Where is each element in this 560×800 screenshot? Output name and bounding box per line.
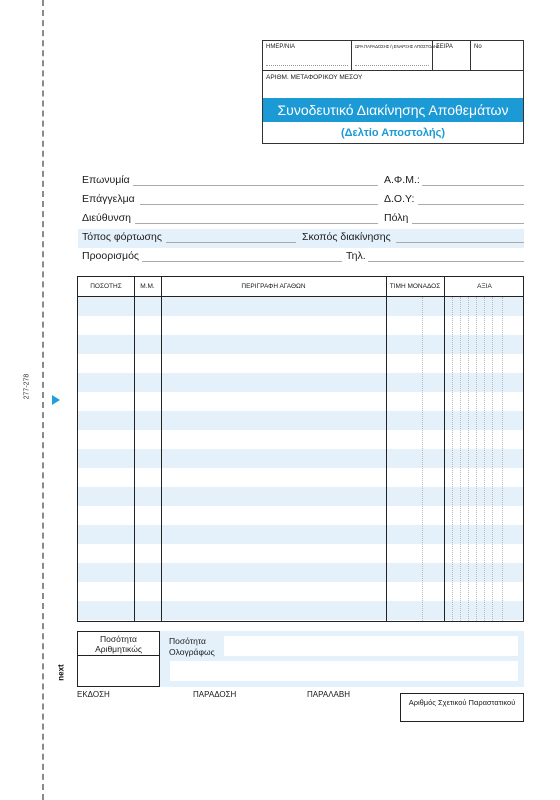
address-label: Διεύθυνση (82, 212, 131, 224)
decimal-guide (484, 297, 485, 621)
table-row[interactable] (78, 506, 523, 525)
decimal-guide (502, 297, 503, 621)
table-row[interactable] (78, 392, 523, 411)
table-row[interactable] (78, 582, 523, 601)
issue-time-label: ΩΡΑ ΠΑΡΑΔΟΣΗΣ ή ΕΝΑΡΞΗΣ ΑΠΟΣΤΟΛΗΣ (355, 44, 440, 49)
table-row[interactable] (78, 601, 523, 620)
table-row[interactable] (78, 316, 523, 335)
date-cell[interactable] (263, 41, 352, 70)
decimal-guide (460, 297, 461, 621)
col-divider (386, 277, 387, 621)
loading-place-label: Τόπος φόρτωσης (82, 231, 162, 243)
table-row[interactable] (78, 297, 523, 316)
address-field[interactable] (135, 223, 378, 224)
brand-logo: next (56, 664, 66, 681)
vehicle-number-field[interactable] (263, 70, 523, 98)
quantity-numeric-box (77, 631, 160, 687)
series-cell[interactable] (433, 41, 471, 70)
vat-field[interactable] (422, 185, 524, 186)
header-box (262, 40, 524, 144)
vat-label: Α.Φ.Μ.: (384, 174, 420, 186)
triangle-marker-icon (52, 395, 60, 405)
name-field[interactable] (133, 185, 378, 186)
related-document-box[interactable] (400, 693, 524, 722)
col-header-unit-price: ΤΙΜΗ ΜΟΝΑΔΟΣ (386, 277, 444, 297)
destination-label: Προορισμός (82, 250, 139, 262)
table-row[interactable] (78, 544, 523, 563)
info-row-loading (78, 229, 524, 248)
signature-issue-label: ΕΚΔΟΣΗ (77, 690, 110, 699)
col-header-description: ΠΕΡΙΓΡΑΦΗ ΑΓΑΘΩΝ (161, 277, 386, 297)
related-document-label: Αριθμός Σχετικού Παραστατικού (408, 698, 516, 707)
table-row[interactable] (78, 468, 523, 487)
profession-field[interactable] (140, 204, 378, 205)
table-row[interactable] (78, 487, 523, 506)
city-field[interactable] (412, 223, 524, 224)
phone-label: Τηλ. (346, 250, 366, 262)
col-divider (161, 277, 162, 621)
decimal-guide (422, 297, 423, 621)
city-label: Πόλη (384, 212, 409, 224)
quantity-words-field-1[interactable] (224, 636, 518, 656)
info-row-profession (78, 191, 524, 210)
vehicle-label: ΑΡΙΘΜ. ΜΕΤΑΦΟΡΙΚΟΥ ΜΕΣΟΥ (266, 74, 363, 81)
date-label: ΗΜΕΡ/ΝΙΑ (266, 44, 296, 50)
col-divider (134, 277, 135, 621)
table-row[interactable] (78, 354, 523, 373)
header-row-top (263, 41, 523, 71)
info-row-name (78, 172, 524, 191)
phone-field[interactable] (368, 261, 524, 262)
decimal-guide (468, 297, 469, 621)
col-divider (444, 277, 445, 621)
col-header-value: ΑΞΙΑ (444, 277, 524, 297)
purpose-label: Σκοπός διακίνησης (302, 231, 391, 243)
quantity-words-label: Ποσότητα Ολογράφως (169, 636, 215, 657)
series-label: ΣΕΙΡΑ (436, 44, 453, 50)
loading-place-field[interactable] (166, 242, 296, 243)
quantity-words-box (160, 631, 524, 687)
decimal-guide (452, 297, 453, 621)
table-row[interactable] (78, 335, 523, 354)
decimal-guide (492, 297, 493, 621)
purpose-field[interactable] (396, 242, 524, 243)
number-label: No (474, 44, 482, 50)
col-header-unit: Μ.Μ. (134, 277, 161, 297)
document-subtitle: (Δελτίο Αποστολής) (340, 127, 446, 139)
name-label: Επωνυμία (82, 174, 130, 186)
number-cell[interactable] (471, 41, 525, 70)
signature-delivery-label: ΠΑΡΑΔΟΣΗ (193, 690, 237, 699)
quantity-numeric-label: Ποσότητα Αριθμητικώς (78, 632, 159, 656)
items-table (77, 276, 524, 622)
form-code: 277-278 (23, 373, 31, 400)
info-row-destination (78, 248, 524, 267)
tax-office-field[interactable] (418, 204, 524, 205)
table-row[interactable] (78, 411, 523, 430)
tax-office-label: Δ.Ο.Υ: (384, 193, 415, 205)
table-row[interactable] (78, 525, 523, 544)
issue-time-cell[interactable] (352, 41, 440, 70)
col-header-quantity: ΠΟΣΟΤΗΣ (78, 277, 134, 297)
signature-receipt-label: ΠΑΡΑΛΑΒΗ (307, 690, 350, 699)
quantity-numeric-field[interactable] (78, 656, 159, 686)
document-title: Συνοδευτικό Διακίνησης Αποθεμάτων (263, 98, 523, 122)
table-row[interactable] (78, 563, 523, 582)
decimal-guide (476, 297, 477, 621)
table-row[interactable] (78, 373, 523, 392)
table-row[interactable] (78, 430, 523, 449)
destination-field[interactable] (142, 261, 342, 262)
profession-label: Επάγγελμα (82, 193, 135, 205)
info-row-address (78, 210, 524, 229)
quantity-words-field-2[interactable] (170, 661, 518, 681)
table-row[interactable] (78, 449, 523, 468)
perforation-line (42, 0, 44, 800)
